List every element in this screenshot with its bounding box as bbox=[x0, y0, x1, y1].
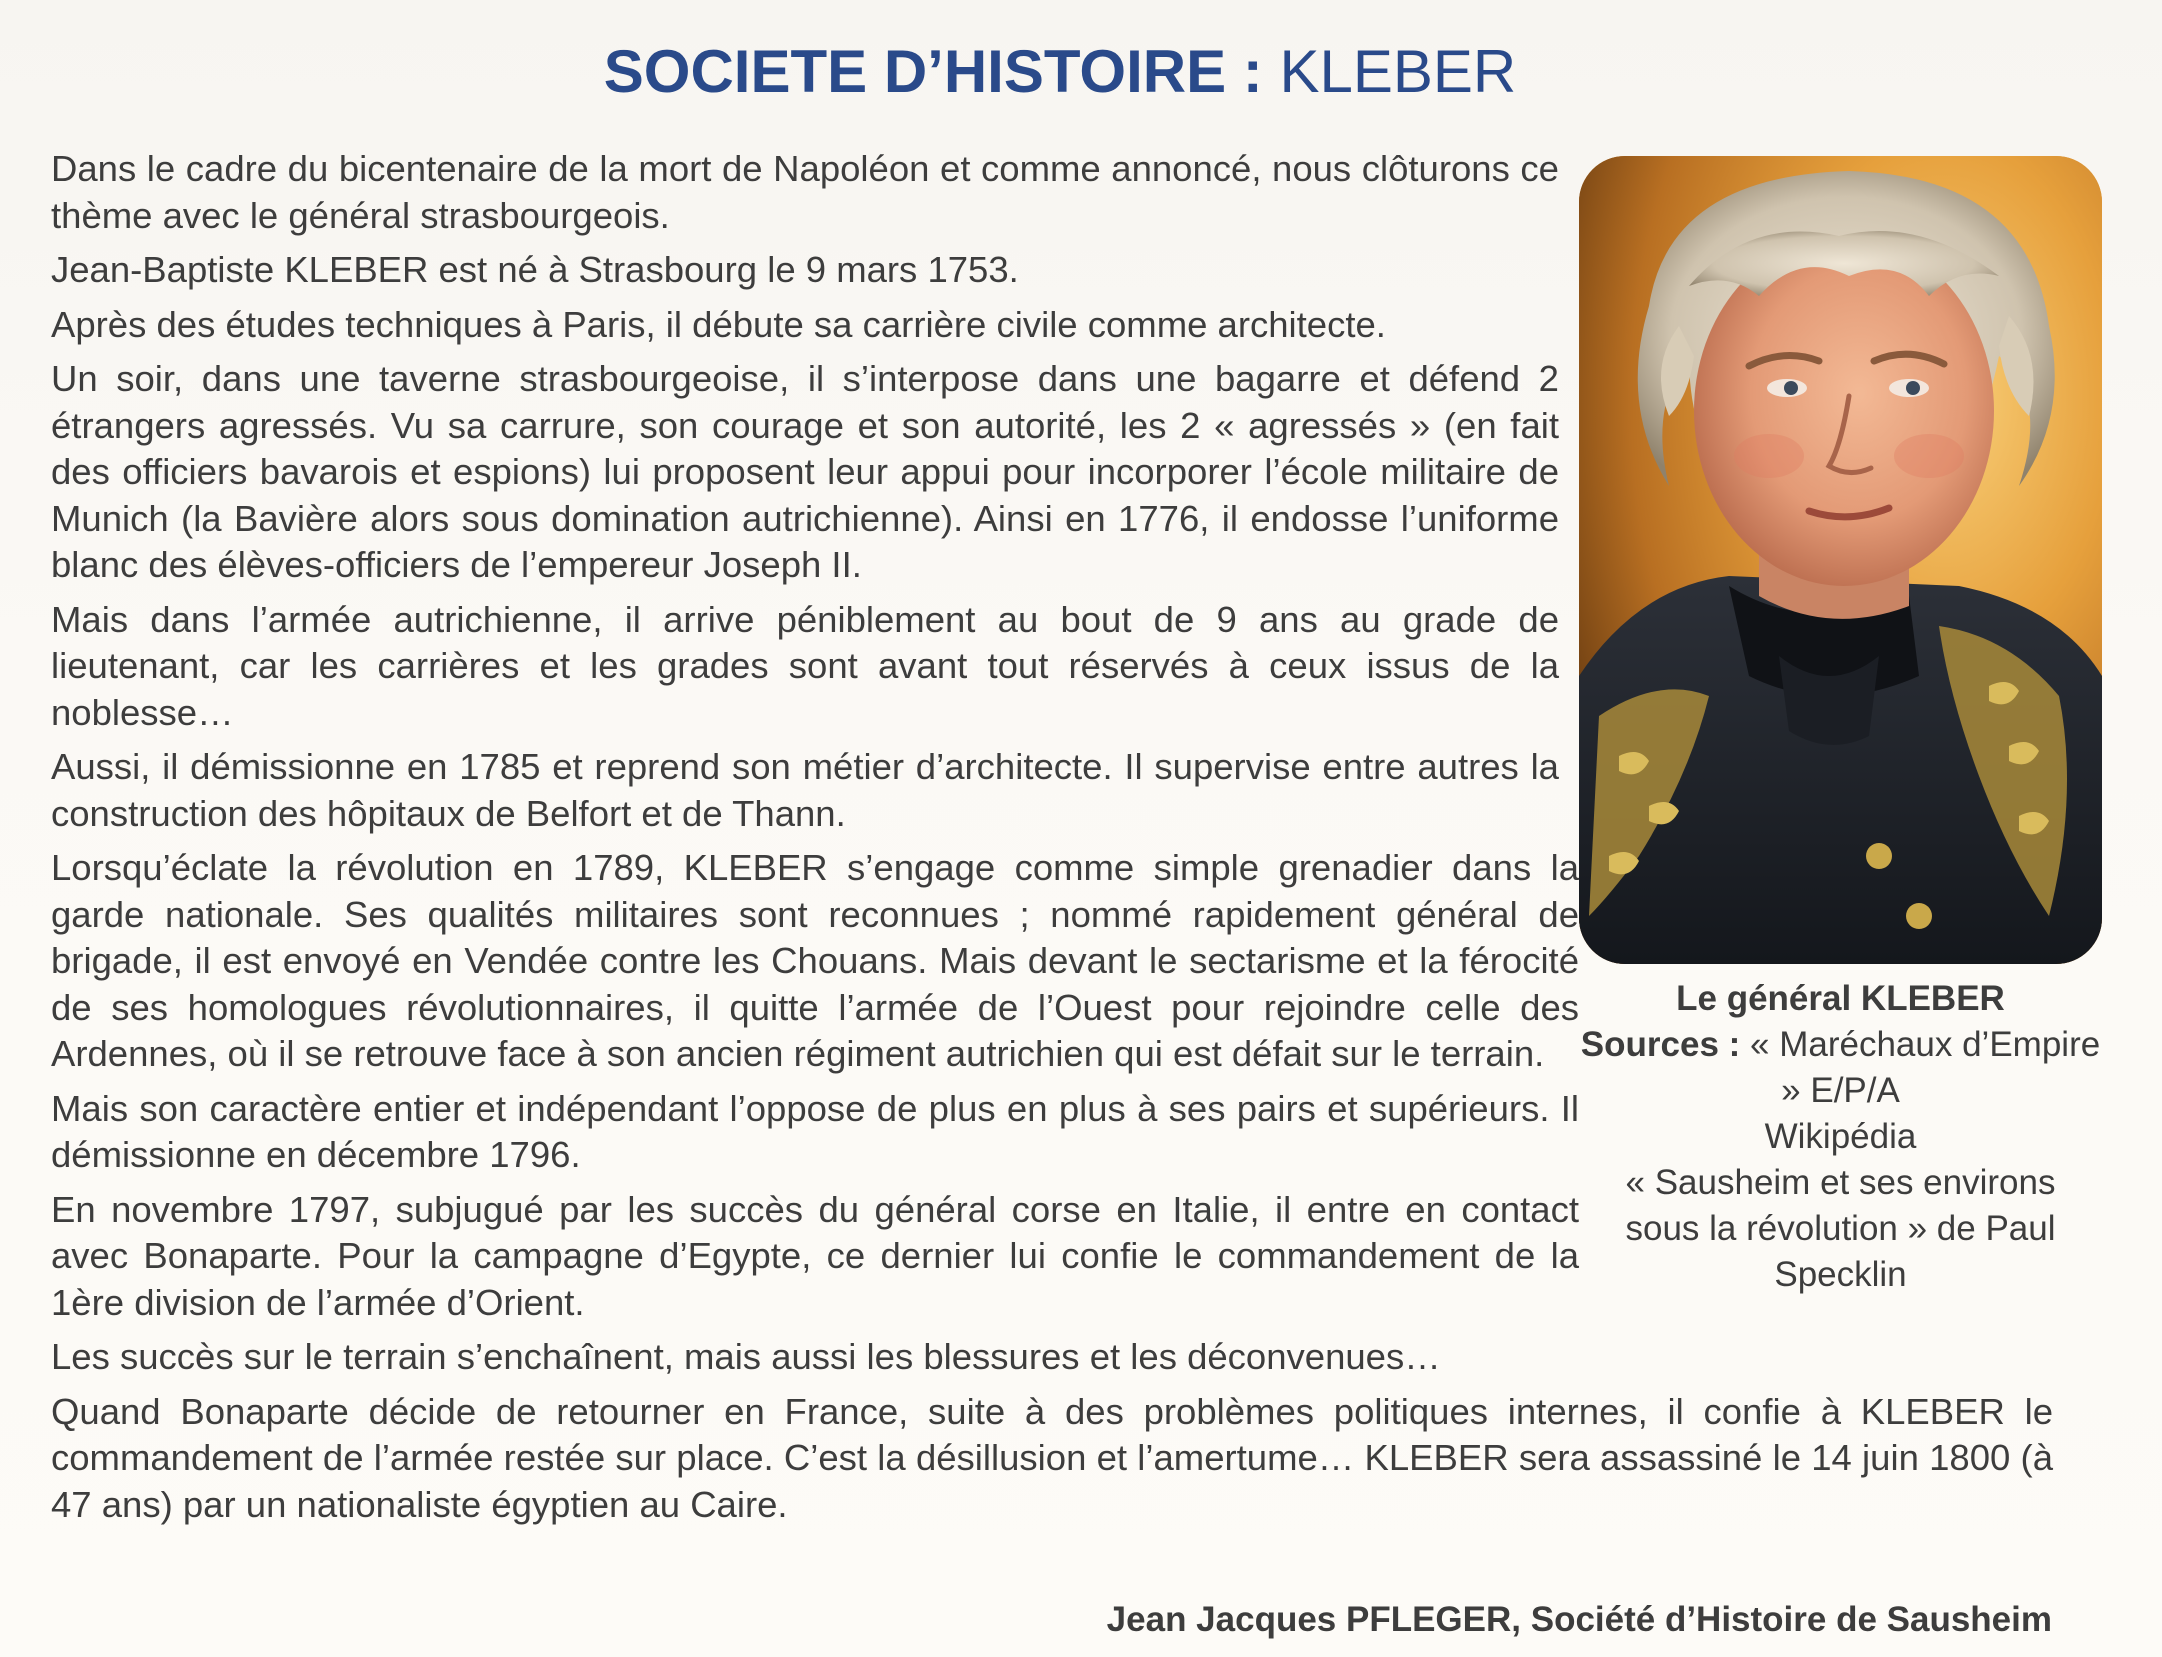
paragraph-intro: Dans le cadre du bicentenaire de la mort de Napoléon et comme annoncé, nous clôturons ce thème avec le général strasbourgeois. bbox=[51, 148, 1559, 236]
paragraph-austrian-army: Mais dans l’armée autrichienne, il arrive péniblement au bout de 9 ans au grade de lieutenant, car les carrières et les grades sont avant tout réservés à ceux issus de la noblesse… bbox=[51, 598, 1559, 733]
author-signature: Jean Jacques PFLEGER, Société d’Histoire de Sausheim bbox=[1106, 1600, 2052, 1639]
title-normal: KLEBER bbox=[1279, 38, 1517, 105]
page-title bbox=[0, 32, 2120, 112]
sources-label: Sources : bbox=[1580, 1025, 1741, 1064]
title-bold: SOCIETE D’HISTOIRE : bbox=[603, 38, 1263, 105]
paragraph-birth: Jean-Baptiste KLEBER est né à Strasbourg le 9 mars 1753. bbox=[51, 249, 1019, 290]
source-wikipedia: Wikipédia bbox=[1764, 1117, 1917, 1156]
source-sausheim: « Sausheim et ses environs sous la révolution » de Paul Specklin bbox=[1625, 1163, 2056, 1294]
paragraph-successes: Les succès sur le terrain s’enchaînent, mais aussi les blessures et les déconvenues… bbox=[51, 1336, 1441, 1377]
source-maréchaux: « Maréchaux d’Empire » E/P/A bbox=[1750, 1025, 2101, 1110]
portrait-painting-icon bbox=[1579, 156, 2102, 964]
caption-source-line bbox=[1579, 1022, 2102, 1114]
paragraph-egypt-campaign: En novembre 1797, subjugué par les succès du général corse en Italie, il entre en contact avec Bonaparte. Pour la campagne d’Egypte, ce dernier lui confie le commandement de la 1ère division de l’armée d’Orient. bbox=[51, 1188, 1579, 1323]
paragraph-resignation-1785: Aussi, il démissionne en 1785 et reprend son métier d’architecte. Il supervise entre autres la construction des hôpitaux de Belfort et de Thann. bbox=[51, 746, 1559, 834]
figure-caption bbox=[1579, 976, 2102, 1298]
caption-title: Le général KLEBER bbox=[1676, 979, 2005, 1018]
portrait-image bbox=[1579, 156, 2102, 964]
paragraph-assassination: Quand Bonaparte décide de retourner en France, suite à des problèmes politiques internes, il confie à KLEBER le commandement de l’armée restée sur place. C’est la désillusion et l’amertume… KLEBER sera assassiné le 14 juin 1800 (à 47 ans) par un nationaliste égyptien au Caire. bbox=[51, 1390, 2053, 1525]
paragraph-revolution: Lorsqu’éclate la révolution en 1789, KLEBER s’engage comme simple grenadier dans la garde nationale. Ses qualités militaires sont reconnues ; nommé rapidement général de brigade, il est envoyé en Vendée contre les Chouans. Mais devant le sectarisme et la férocité de ses homologues révolutionnaires, il quitte l’armée de l’Ouest pour rejoindre celle des Ardennes, où il se retrouve face à son ancien régiment autrichien qui est défait sur le terrain. bbox=[51, 847, 1579, 1074]
paragraph-tavern: Un soir, dans une taverne strasbourgeoise, il s’interpose dans une bagarre et défend 2 étrangers agressés. Vu sa carrure, son courage et son autorité, les 2 « agressés » (en fait des officiers bavarois et espions) lui proposent leur appui pour incorporer l’école militaire de Munich (la Bavière alors sous domination autrichienne). Ainsi en 1776, il endosse l’uniforme blanc des élèves-officiers de l’empereur Joseph II. bbox=[51, 358, 1559, 585]
paragraph-resignation-1796: Mais son caractère entier et indépendant l’oppose de plus en plus à ses pairs et supérieurs. Il démissionne en décembre 1796. bbox=[51, 1087, 1579, 1175]
paragraph-studies: Après des études techniques à Paris, il débute sa carrière civile comme architecte. bbox=[51, 303, 1386, 345]
